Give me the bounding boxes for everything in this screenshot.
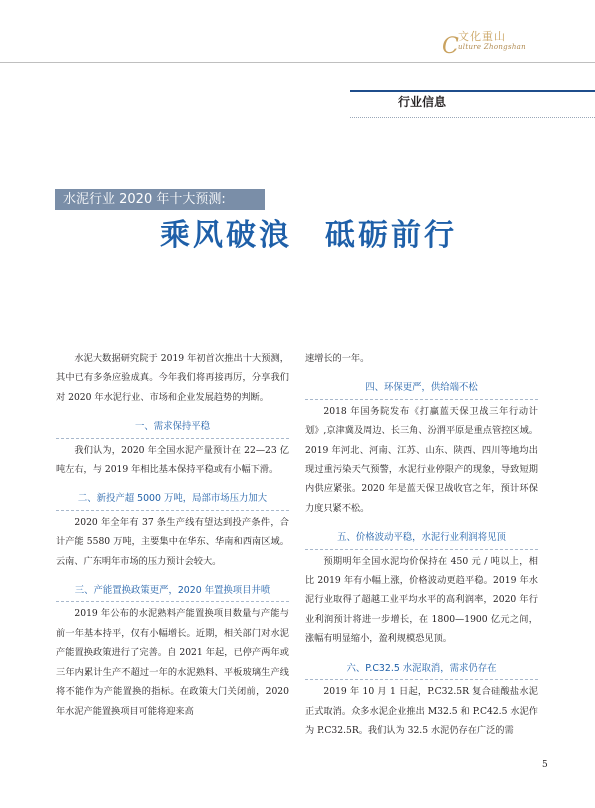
article-kicker: 水泥行业 2020 年十大预测: xyxy=(55,189,265,210)
subheading-3: 三、产能置换政策更严，2020 年置换项目井喷 xyxy=(56,581,289,602)
subheading-2: 二、新投产超 5000 万吨，局部市场压力加大 xyxy=(56,489,289,510)
paragraph-1: 我们认为，2020 年全国水泥产量预计在 22—23 亿吨左右，与 2019 年相比基本保持平稳或有小幅下滑。 xyxy=(56,444,289,476)
paragraph-2: 2020 年全年有 37 条生产线有望达到投产条件，合计产能 5580 万吨，主要集中在华东、华南和西南区域。云南、广东明年市场的压力预计会较大。 xyxy=(56,516,289,567)
article-column-left xyxy=(56,349,289,721)
subheading-6: 六、P.C32.5 水泥取消，需求仍存在 xyxy=(305,659,538,680)
section-label: 行业信息 xyxy=(398,95,447,109)
page-number: 5 xyxy=(542,760,548,770)
article-headline: 乘风破浪 砥砺前行 xyxy=(160,218,457,253)
paragraph-6: 2019 年 10 月 1 日起，P.C32.5R 复合硅酸盐水泥正式取消。众多水泥企业推出 M32.5 和 P.C42.5 水泥作为 P.C32.5R。我们认为 32.5 水泥仍存在广泛的需 xyxy=(305,686,538,736)
brand-logo-subtitle: ulture Zhongshan xyxy=(458,43,526,51)
section-rule xyxy=(350,90,595,92)
article-column-right xyxy=(305,349,538,740)
header-divider xyxy=(0,62,595,63)
brand-logo-script: 文化重山 xyxy=(458,30,506,43)
brand-logo xyxy=(440,28,550,58)
paragraph-3-continued: 速增长的一年。 xyxy=(305,353,370,364)
intro-paragraph: 水泥大数据研究院于 2019 年初首次推出十大预测，其中已有多条应验成真。今年我们将再接再厉，分享我们对 2020 年水泥行业、市场和企业发展趋势的判断。 xyxy=(56,353,289,403)
paragraph-3: 2019 年公布的水泥熟料产能置换项目数量与产能与前一年基本持平，仅有小幅增长。近期，相关部门对水泥产能置换政策进行了完善。自 2021 年起，已停产两年或三年内累计生产不超过一年的水泥熟料、平板玻璃生产线将不能作为产能置换的指标。在政策大门关闭前，2020 年水泥产能置换项目可能将迎来高 xyxy=(56,608,289,717)
subheading-5: 五、价格波动平稳，水泥行业利润将见顶 xyxy=(305,528,538,549)
subheading-1: 一、需求保持平稳 xyxy=(56,417,289,438)
subheading-4: 四、环保更严，供给端不松 xyxy=(305,378,538,399)
section-rule-dotted xyxy=(350,117,595,118)
paragraph-4: 2018 年国务院发布《打赢蓝天保卫战三年行动计划》,京津冀及周边、长三角、汾渭平原是重点管控区域。2019 年河北、河南、江苏、山东、陕西、四川等地均出现过重污染天气预警，水泥行业停限产的现象，导致短期内供应紧张。2020 年是蓝天保卫战收官之年，预计环保力度只紧不松。 xyxy=(305,405,538,514)
paragraph-5: 预期明年全国水泥均价保持在 450 元 / 吨以上，相比 2019 年有小幅上涨，价格波动更趋平稳。2019 年水泥行业取得了超越工业平均水平的高利润率，2020 年行业利润预计将进一步增长，在 1800—1900 亿元之间，涨幅有明显缩小，盈利规模恐见顶。 xyxy=(305,555,538,645)
brand-logo-letter: C xyxy=(442,34,459,59)
